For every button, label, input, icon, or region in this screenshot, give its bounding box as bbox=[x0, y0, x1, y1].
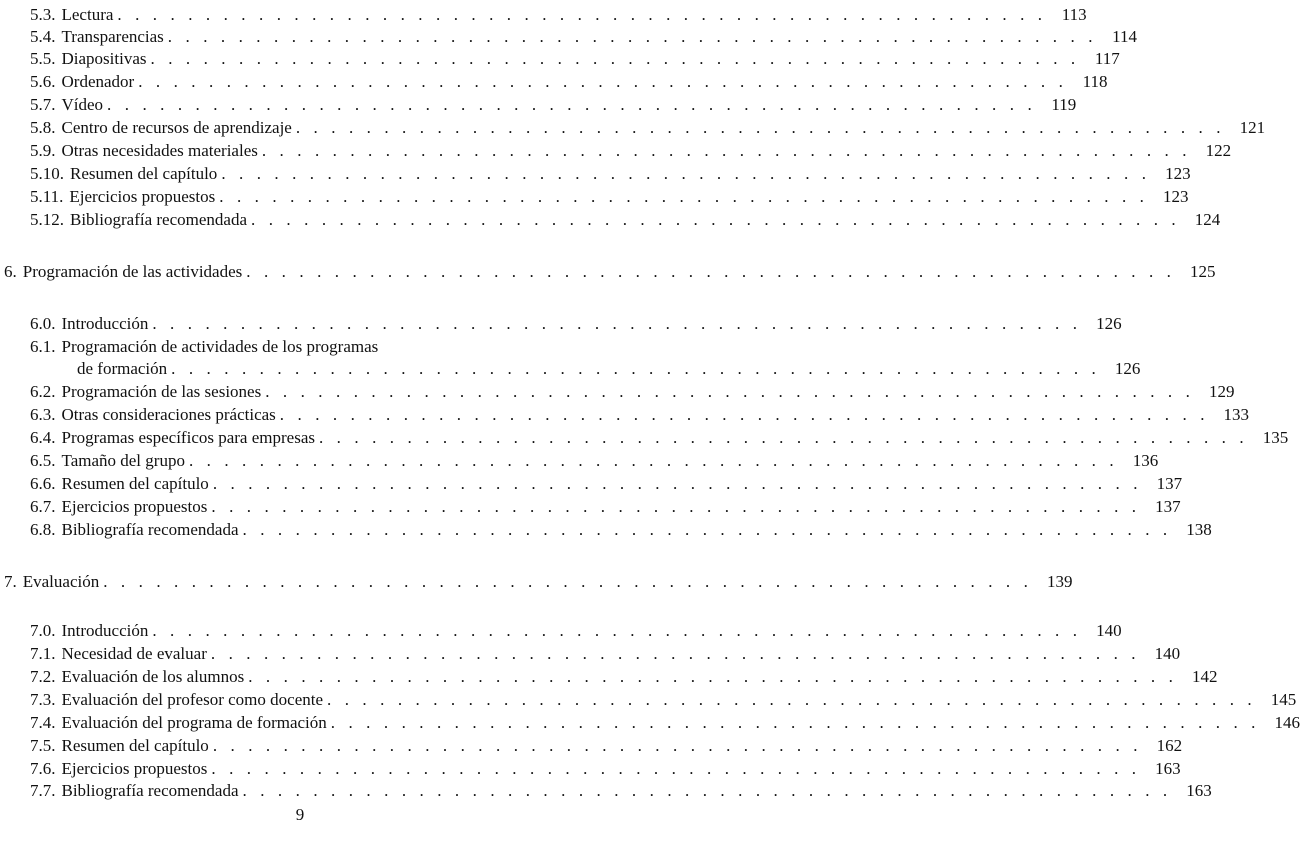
toc-entry-5-7 bbox=[30, 94, 1077, 115]
entry-page: 122 bbox=[1205, 141, 1232, 160]
entry-title: Evaluación de los alumnos bbox=[61, 667, 245, 686]
entry-title: Vídeo bbox=[61, 95, 104, 114]
entry-number: 5.8. bbox=[30, 118, 56, 137]
entry-title: Necesidad de evaluar bbox=[61, 644, 207, 663]
entry-title: Lectura bbox=[61, 5, 114, 24]
dot-leader: . . . . . . . . . . . . . . . . . . . . . . . . . . . . . . . . . . . . . . . . . . . . . . . . . . . . . bbox=[242, 781, 1172, 800]
toc-entry-7-4 bbox=[30, 712, 1300, 733]
entry-number: 6.3. bbox=[30, 405, 56, 424]
entry-page: 119 bbox=[1051, 95, 1077, 114]
page-number: 9 bbox=[295, 805, 305, 824]
dot-leader: . . . . . . . . . . . . . . . . . . . . . . . . . . . . . . . . . . . . . . . . . . . . . . . . . . . . . bbox=[212, 736, 1143, 755]
toc-entry-5-10 bbox=[30, 163, 1191, 184]
toc-entry-6-3 bbox=[30, 404, 1250, 425]
dot-leader: . . . . . . . . . . . . . . . . . . . . . . . . . . . . . . . . . . . . . . . . . . . . . . . . . . . . . bbox=[279, 405, 1210, 424]
entry-title: Diapositivas bbox=[61, 49, 147, 68]
dot-leader: . . . . . . . . . . . . . . . . . . . . . . . . . . . . . . . . . . . . . . . . . . . . . . . . . . . . . bbox=[150, 49, 1080, 68]
entry-title: Resumen del capítulo bbox=[61, 474, 209, 493]
entry-number: 5.3. bbox=[30, 5, 56, 24]
entry-number: 7.6. bbox=[30, 759, 56, 778]
dot-leader: . . . . . . . . . . . . . . . . . . . . . . . . . . . . . . . . . . . . . . . . . . . . . . . . . . . . . bbox=[210, 644, 1141, 663]
chapter-title: Evaluación bbox=[22, 572, 100, 591]
entry-page: 163 bbox=[1155, 759, 1181, 778]
dot-leader: . . . . . . . . . . . . . . . . . . . . . . . . . . . . . . . . . . . . . . . . . . . . . . . . . . . . . bbox=[171, 359, 1101, 378]
entry-title: Ejercicios propuestos bbox=[61, 497, 208, 516]
toc-entry-5-3 bbox=[30, 4, 1087, 25]
entry-title: Programación de las sesiones bbox=[61, 382, 262, 401]
dot-leader: . . . . . . . . . . . . . . . . . . . . . . . . . . . . . . . . . . . . . . . . . . . . . . . . . . . . . bbox=[246, 262, 1176, 281]
entry-number: 6.2. bbox=[30, 382, 56, 401]
chapter-page: 125 bbox=[1190, 262, 1216, 281]
entry-number: 7.3. bbox=[30, 690, 56, 709]
entry-title-continued: de formación bbox=[77, 359, 168, 378]
dot-leader: . . . . . . . . . . . . . . . . . . . . . . . . . . . . . . . . . . . . . . . . . . . . . . . . . . . . . bbox=[152, 314, 1082, 333]
entry-number: 6.5. bbox=[30, 451, 56, 470]
dot-leader: . . . . . . . . . . . . . . . . . . . . . . . . . . . . . . . . . . . . . . . . . . . . . . . . . . . . . bbox=[212, 474, 1143, 493]
entry-number: 5.4. bbox=[30, 27, 56, 46]
entry-title: Evaluación del programa de formación bbox=[61, 713, 327, 732]
toc-entry-6-1 bbox=[30, 336, 556, 357]
entry-page: 126 bbox=[1096, 314, 1122, 333]
entry-page: 118 bbox=[1082, 72, 1108, 91]
toc-entry-7-6 bbox=[30, 758, 1181, 779]
dot-leader: . . . . . . . . . . . . . . . . . . . . . . . . . . . . . . . . . . . . . . . . . . . . . . . . . . . . . bbox=[211, 759, 1141, 778]
entry-page: 123 bbox=[1163, 187, 1189, 206]
entry-title: Ejercicios propuestos bbox=[61, 759, 208, 778]
chapter-number: 6. bbox=[4, 262, 17, 281]
entry-title: Ordenador bbox=[61, 72, 135, 91]
dot-leader: . . . . . . . . . . . . . . . . . . . . . . . . . . . . . . . . . . . . . . . . . . . . . . . . . . . . . bbox=[167, 27, 1098, 46]
toc-entry-6-6 bbox=[30, 473, 1183, 494]
entry-page: 124 bbox=[1194, 210, 1221, 229]
dot-leader: . . . . . . . . . . . . . . . . . . . . . . . . . . . . . . . . . . . . . . . . . . . . . . . . . . . . . bbox=[318, 428, 1249, 447]
entry-title: Ejercicios propuestos bbox=[69, 187, 216, 206]
entry-number: 7.2. bbox=[30, 667, 56, 686]
entry-number: 5.10. bbox=[30, 164, 64, 183]
dot-leader: . . . . . . . . . . . . . . . . . . . . . . . . . . . . . . . . . . . . . . . . . . . . . . . . . . . . . bbox=[117, 5, 1047, 24]
toc-entry-6-1-cont bbox=[77, 358, 1141, 379]
entry-number: 5.5. bbox=[30, 49, 56, 68]
entry-title: Centro de recursos de aprendizaje bbox=[61, 118, 292, 137]
entry-title: Otras necesidades materiales bbox=[61, 141, 258, 160]
entry-page: 117 bbox=[1094, 49, 1120, 68]
toc-entry-6-4 bbox=[30, 427, 1289, 448]
dot-leader: . . . . . . . . . . . . . . . . . . . . . . . . . . . . . . . . . . . . . . . . . . . . . . . . . . . . . bbox=[265, 382, 1195, 401]
entry-page: 133 bbox=[1223, 405, 1250, 424]
entry-number: 6.0. bbox=[30, 314, 56, 333]
toc-entry-6-0 bbox=[30, 313, 1122, 334]
entry-page: 123 bbox=[1165, 164, 1191, 183]
entry-number: 5.7. bbox=[30, 95, 56, 114]
toc-chapter-6 bbox=[4, 261, 1216, 282]
dot-leader: . . . . . . . . . . . . . . . . . . . . . . . . . . . . . . . . . . . . . . . . . . . . . . . . . . . . . bbox=[242, 520, 1172, 539]
toc-entry-6-5 bbox=[30, 450, 1159, 471]
toc-entry-7-2 bbox=[30, 666, 1218, 687]
toc-entry-5-12 bbox=[30, 209, 1221, 230]
dot-leader: . . . . . . . . . . . . . . . . . . . . . . . . . . . . . . . . . . . . . . . . . . . . . . . . . . . . . bbox=[251, 210, 1181, 229]
entry-number: 5.6. bbox=[30, 72, 56, 91]
entry-title: Otras consideraciones prácticas bbox=[61, 405, 276, 424]
dot-leader: . . . . . . . . . . . . . . . . . . . . . . . . . . . . . . . . . . . . . . . . . . . . . . . . . . . . . bbox=[107, 95, 1037, 114]
toc-entry-5-8 bbox=[30, 117, 1266, 138]
entry-title: Programas específicos para empresas bbox=[61, 428, 315, 447]
entry-number: 7.0. bbox=[30, 621, 56, 640]
entry-page: 126 bbox=[1114, 359, 1141, 378]
toc-entry-7-1 bbox=[30, 643, 1181, 664]
toc-entry-6-7 bbox=[30, 496, 1181, 517]
entry-number: 7.7. bbox=[30, 781, 56, 800]
toc-entry-5-6 bbox=[30, 71, 1108, 92]
entry-title: Transparencias bbox=[61, 27, 164, 46]
toc-entry-5-4 bbox=[30, 26, 1138, 47]
entry-title: Resumen del capítulo bbox=[61, 736, 209, 755]
entry-number: 7.4. bbox=[30, 713, 56, 732]
toc-entry-6-8 bbox=[30, 519, 1212, 540]
toc-entry-6-2 bbox=[30, 381, 1235, 402]
toc-entry-7-0 bbox=[30, 620, 1122, 641]
chapter-title: Programación de las actividades bbox=[22, 262, 243, 281]
entry-title: Introducción bbox=[61, 314, 149, 333]
toc-entry-7-5 bbox=[30, 735, 1183, 756]
entry-number: 6.8. bbox=[30, 520, 56, 539]
entry-number: 5.11. bbox=[30, 187, 64, 206]
dot-leader: . . . . . . . . . . . . . . . . . . . . . . . . . . . . . . . . . . . . . . . . . . . . . . . . . . . . . bbox=[248, 667, 1178, 686]
entry-page: 163 bbox=[1186, 781, 1212, 800]
entry-page: 142 bbox=[1191, 667, 1218, 686]
dot-leader: . . . . . . . . . . . . . . . . . . . . . . . . . . . . . . . . . . . . . . . . . . . . . . . . . . . . . bbox=[327, 690, 1257, 709]
entry-title: Bibliografía recomendada bbox=[70, 210, 248, 229]
dot-leader: . . . . . . . . . . . . . . . . . . . . . . . . . . . . . . . . . . . . . . . . . . . . . . . . . . . . . bbox=[330, 713, 1261, 732]
entry-title: Programación de actividades de los programas bbox=[61, 337, 379, 356]
toc-entry-5-11 bbox=[30, 186, 1189, 207]
entry-title: Bibliografía recomendada bbox=[61, 781, 239, 800]
toc-entry-7-3 bbox=[30, 689, 1297, 710]
entry-page: 129 bbox=[1208, 382, 1235, 401]
entry-number: 5.12. bbox=[30, 210, 64, 229]
entry-page: 140 bbox=[1096, 621, 1122, 640]
dot-leader: . . . . . . . . . . . . . . . . . . . . . . . . . . . . . . . . . . . . . . . . . . . . . . . . . . . . . bbox=[295, 118, 1226, 137]
entry-page: 135 bbox=[1262, 428, 1289, 447]
dot-leader: . . . . . . . . . . . . . . . . . . . . . . . . . . . . . . . . . . . . . . . . . . . . . . . . . . . . . bbox=[188, 451, 1119, 470]
entry-page: 140 bbox=[1154, 644, 1181, 663]
entry-page: 136 bbox=[1132, 451, 1159, 470]
entry-number: 6.1. bbox=[30, 337, 56, 356]
toc-entry-5-9 bbox=[30, 140, 1232, 161]
dot-leader: . . . . . . . . . . . . . . . . . . . . . . . . . . . . . . . . . . . . . . . . . . . . . . . . . . . . . bbox=[152, 621, 1082, 640]
entry-number: 6.7. bbox=[30, 497, 56, 516]
entry-page: 137 bbox=[1156, 474, 1183, 493]
entry-page: 121 bbox=[1239, 118, 1266, 137]
entry-title: Evaluación del profesor como docente bbox=[61, 690, 324, 709]
entry-number: 6.4. bbox=[30, 428, 56, 447]
entry-title: Introducción bbox=[61, 621, 149, 640]
entry-page: 137 bbox=[1155, 497, 1181, 516]
entry-title: Tamaño del grupo bbox=[61, 451, 185, 470]
dot-leader: . . . . . . . . . . . . . . . . . . . . . . . . . . . . . . . . . . . . . . . . . . . . . . . . . . . . . bbox=[261, 141, 1192, 160]
entry-page: 138 bbox=[1186, 520, 1212, 539]
entry-number: 7.5. bbox=[30, 736, 56, 755]
entry-page: 113 bbox=[1061, 5, 1087, 24]
toc-chapter-7 bbox=[4, 571, 1073, 592]
entry-number: 5.9. bbox=[30, 141, 56, 160]
toc-entry-7-7 bbox=[30, 780, 1212, 801]
entry-page: 146 bbox=[1274, 713, 1300, 732]
chapter-page: 139 bbox=[1046, 572, 1073, 591]
entry-page: 162 bbox=[1156, 736, 1183, 755]
dot-leader: . . . . . . . . . . . . . . . . . . . . . . . . . . . . . . . . . . . . . . . . . . . . . . . . . . . . . bbox=[221, 164, 1151, 183]
chapter-number: 7. bbox=[4, 572, 17, 591]
toc-entry-5-5 bbox=[30, 48, 1120, 69]
dot-leader: . . . . . . . . . . . . . . . . . . . . . . . . . . . . . . . . . . . . . . . . . . . . . . . . . . . . . bbox=[138, 72, 1068, 91]
dot-leader: . . . . . . . . . . . . . . . . . . . . . . . . . . . . . . . . . . . . . . . . . . . . . . . . . . . . . bbox=[103, 572, 1033, 591]
entry-title: Resumen del capítulo bbox=[70, 164, 218, 183]
entry-number: 6.6. bbox=[30, 474, 56, 493]
dot-leader: . . . . . . . . . . . . . . . . . . . . . . . . . . . . . . . . . . . . . . . . . . . . . . . . . . . . . bbox=[219, 187, 1149, 206]
dot-leader: . . . . . . . . . . . . . . . . . . . . . . . . . . . . . . . . . . . . . . . . . . . . . . . . . . . . . bbox=[211, 497, 1141, 516]
entry-page: 114 bbox=[1112, 27, 1138, 46]
entry-title: Bibliografía recomendada bbox=[61, 520, 239, 539]
entry-page: 145 bbox=[1270, 690, 1297, 709]
entry-number: 7.1. bbox=[30, 644, 56, 663]
